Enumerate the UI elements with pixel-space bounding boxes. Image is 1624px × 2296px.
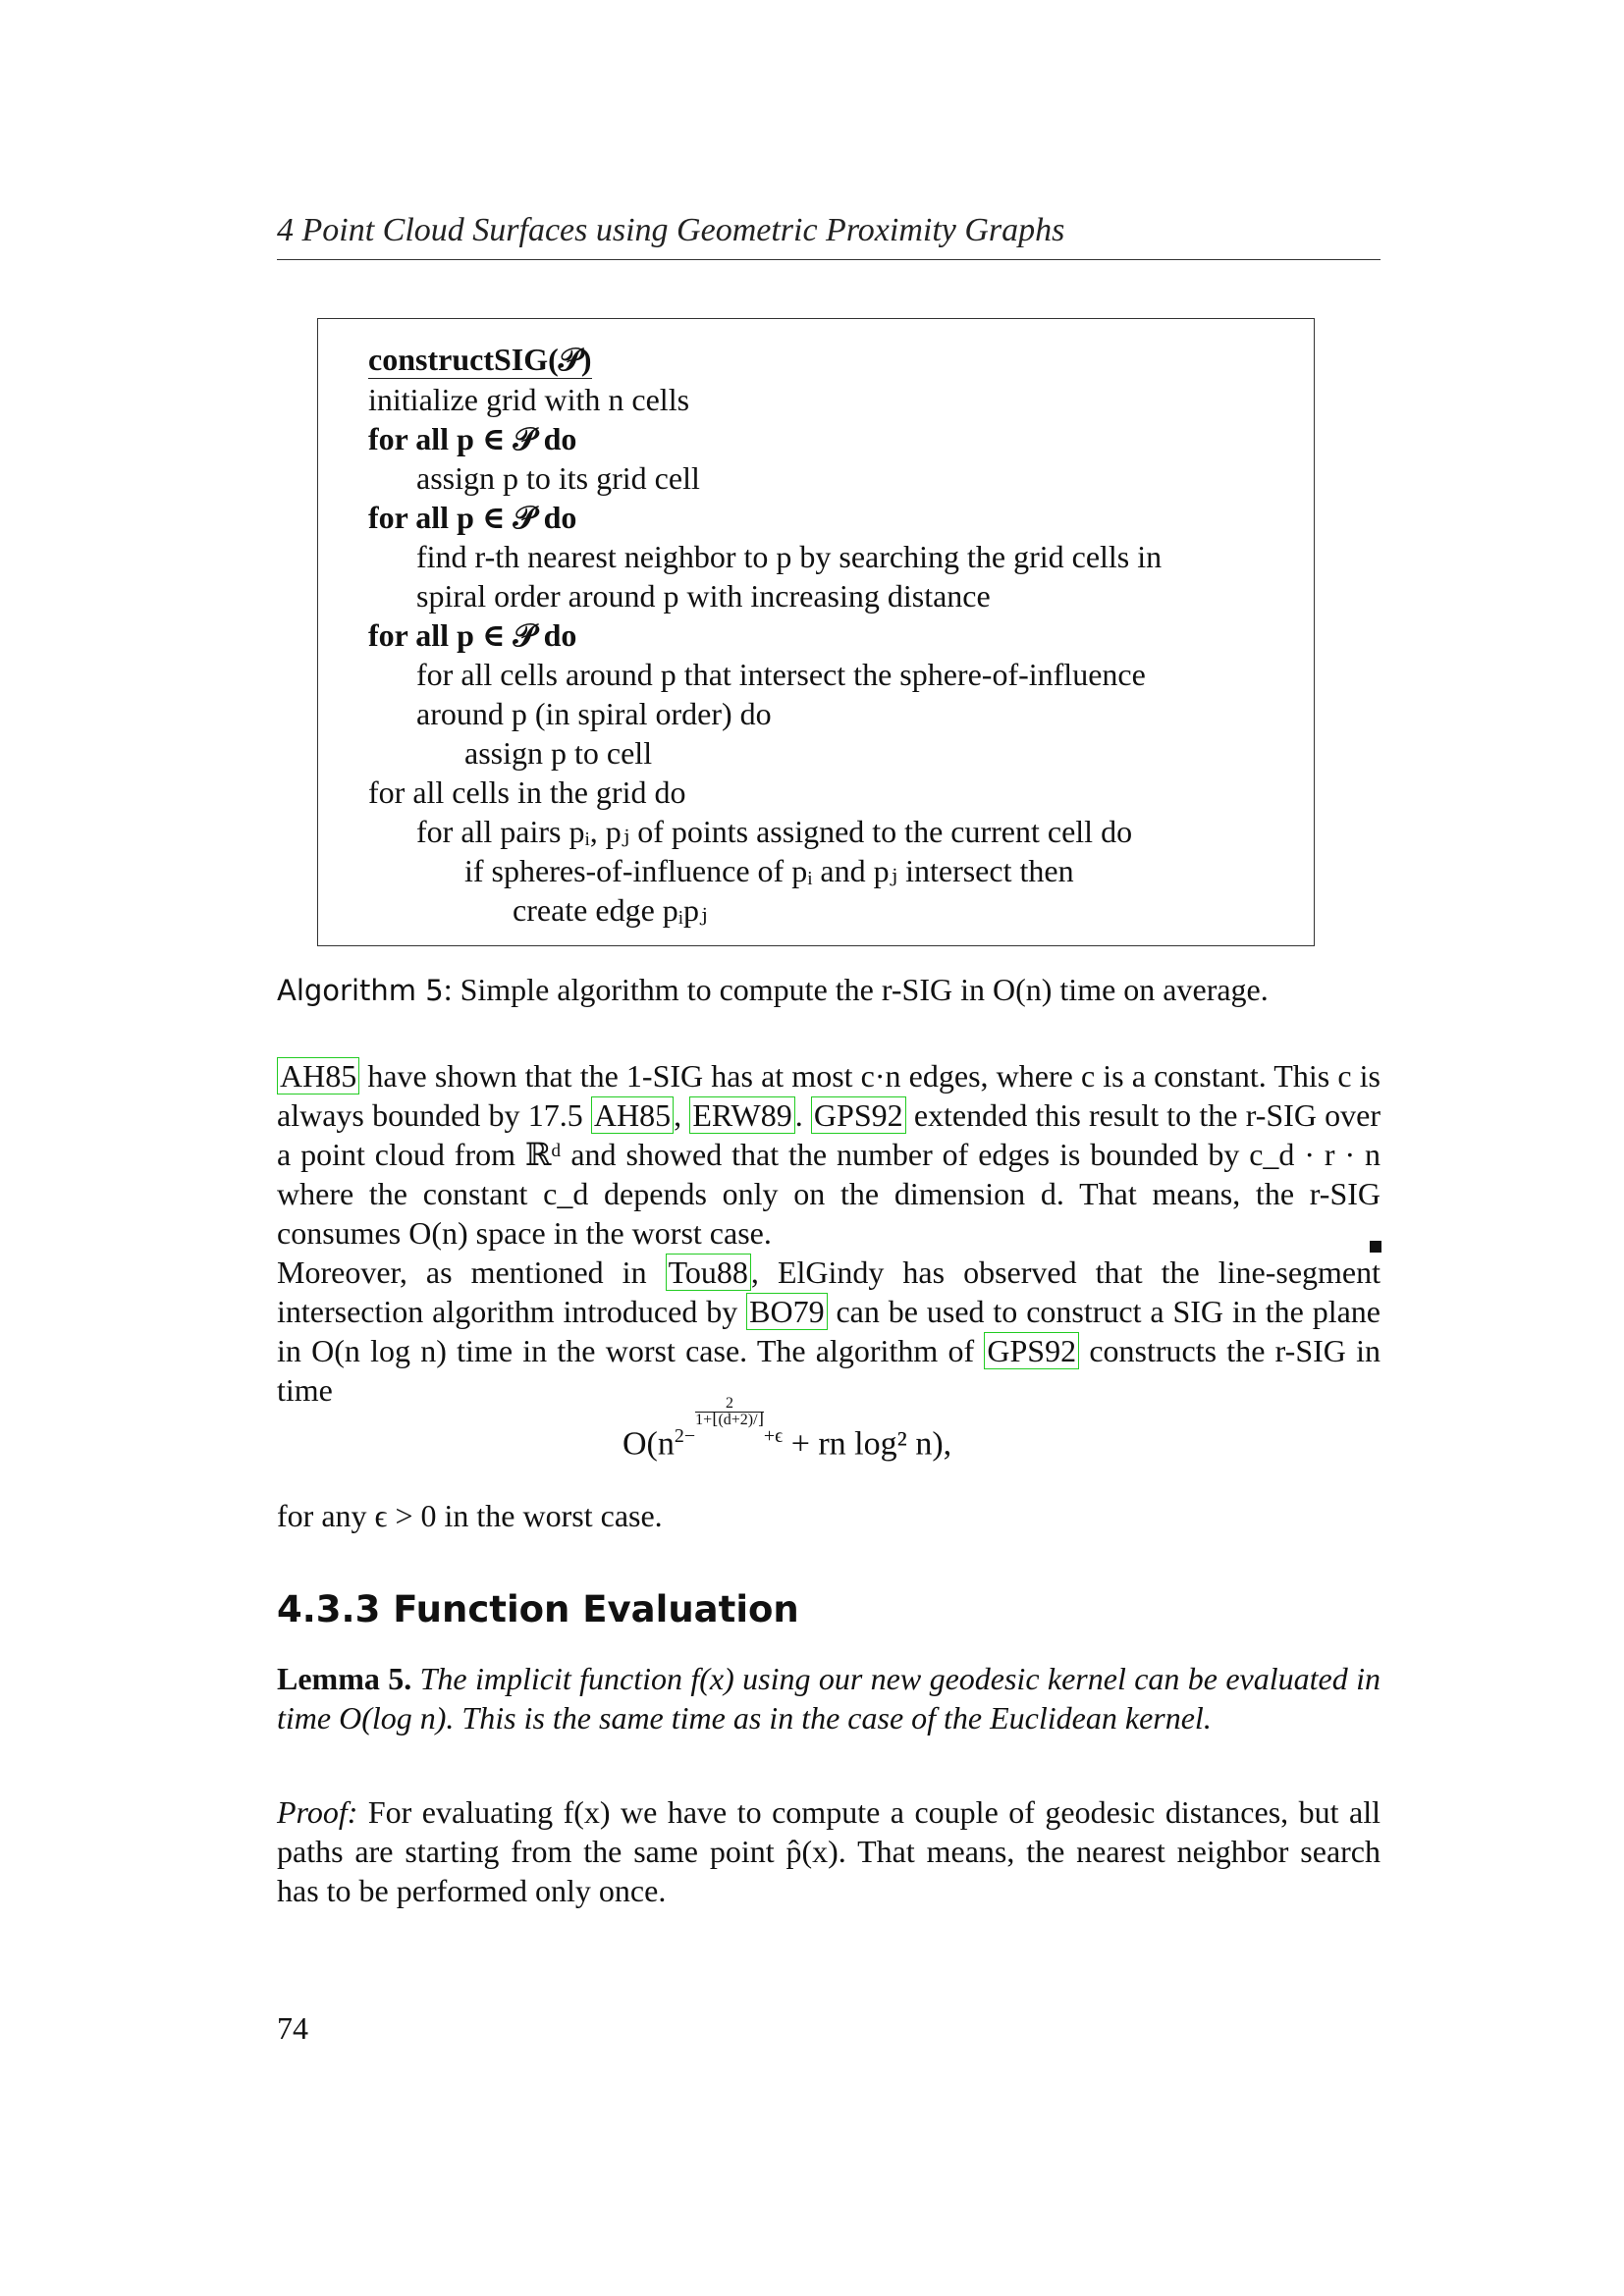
lemma-label: Lemma 5.: [277, 1661, 412, 1696]
algo-line-9: around p (in spiral order) do: [416, 696, 772, 731]
paragraph-worst-case: for any ϵ > 0 in the worst case.: [277, 1498, 663, 1533]
proof-block: [277, 1792, 1380, 1910]
algo-line-11: for all cells in the grid do: [368, 774, 686, 810]
proof-label: Proof:: [277, 1794, 358, 1830]
end-of-proof-mark: [1370, 1241, 1381, 1253]
algo-line-2: for all p ∈ 𝒫 do: [368, 421, 577, 456]
algo-line-7: for all p ∈ 𝒫 do: [368, 617, 577, 653]
lemma-text: The implicit function f(x) using our new geodesic kernel can be evaluated in time O(log n). This is the same time as in the case of the Euclidean kernel.: [277, 1661, 1381, 1735]
formula-fraction: [695, 1396, 764, 1428]
paragraph-text: have shown that the 1-SIG has at most c·n edges, where c is a constant. This c is always bounded by 17.5: [277, 1058, 1380, 1133]
fraction-numerator: 2: [695, 1396, 764, 1413]
algo-line-3: assign p to its grid cell: [416, 460, 700, 496]
paragraph-text: constructs the r-SIG in time: [277, 1333, 1381, 1408]
algo-line-14: create edge pᵢpⱼ: [513, 892, 708, 928]
proof-text: For evaluating f(x) we have to compute a couple of geodesic distances, but all paths are starting from the same point p̂(x). That means, the nearest neighbor search has to be performed only once.: [277, 1794, 1380, 1908]
algo-line-13: if spheres-of-influence of pᵢ and pⱼ intersect then: [464, 853, 1074, 888]
algo-line-1: initialize grid with n cells: [368, 382, 690, 417]
formula-suffix: + rn log² n),: [783, 1425, 952, 1463]
citation-link[interactable]: AH85: [591, 1096, 674, 1134]
citation-link[interactable]: GPS92: [984, 1332, 1079, 1369]
citation-link[interactable]: BO79: [746, 1293, 827, 1330]
algorithm-name-arg: (𝒫): [548, 342, 592, 377]
formula-exponent-tail: +ϵ: [763, 1425, 784, 1447]
display-formula: [623, 1394, 952, 1463]
algorithm-name: constructSIG: [368, 342, 549, 377]
algorithm-title: [368, 340, 592, 379]
algo-line-12: for all pairs pᵢ, pⱼ of points assigned to the current cell do: [416, 814, 1133, 849]
citation-link[interactable]: Tou88: [666, 1254, 751, 1291]
paragraph-sig-edges: [277, 1056, 1380, 1253]
algo-line-8: for all cells around p that intersect the sphere-of-influence: [416, 657, 1146, 692]
citation-link[interactable]: ERW89: [689, 1096, 794, 1134]
paragraph-text: extended this result to the r-SIG over a point cloud from ℝᵈ and showed that the number of edges is bounded by c_d · r · n where the constant c_d depends only on the dimension d. That means, the r-SIG consumes O(n) space in the worst case.: [277, 1097, 1381, 1251]
algo-line-6: spiral order around p with increasing distance: [416, 578, 991, 614]
formula-exponent: 2−: [674, 1425, 696, 1447]
citation-link[interactable]: GPS92: [811, 1096, 906, 1134]
algo-line-5: find r-th nearest neighbor to p by searching the grid cells in: [416, 539, 1163, 574]
caption-label: Algorithm 5: [277, 974, 444, 1007]
page-number: 74: [277, 2010, 308, 2046]
paragraph-time-bound: [277, 1253, 1380, 1410]
running-title: 4 Point Cloud Surfaces using Geometric Proximity Graphs: [277, 212, 1065, 248]
paragraph-text: Moreover, as mentioned in: [277, 1255, 666, 1290]
formula-prefix: O(n: [623, 1425, 675, 1463]
paragraph-text: .: [794, 1097, 811, 1133]
caption-text: : Simple algorithm to compute the r-SIG in O(n) time on average.: [443, 972, 1269, 1007]
citation-link[interactable]: AH85: [277, 1057, 359, 1095]
algo-line-10: assign p to cell: [464, 735, 653, 771]
paragraph-text: ,: [674, 1097, 690, 1133]
algo-line-4: for all p ∈ 𝒫 do: [368, 500, 577, 535]
fraction-denominator: 1+⌊(d+2)/⌋: [695, 1411, 764, 1428]
paragraph-text: can be used to construct a SIG in the plane in O(n log n) time in the worst case. The algorithm of: [277, 1294, 1381, 1368]
section-heading: 4.3.3 Function Evaluation: [277, 1588, 799, 1630]
header-rule: [277, 259, 1380, 260]
paragraph-text: , ElGindy has observed that the line-segment intersection algorithm introduced by: [277, 1255, 1381, 1329]
lemma-block: [277, 1659, 1380, 1737]
algorithm-caption: [277, 970, 1269, 1010]
